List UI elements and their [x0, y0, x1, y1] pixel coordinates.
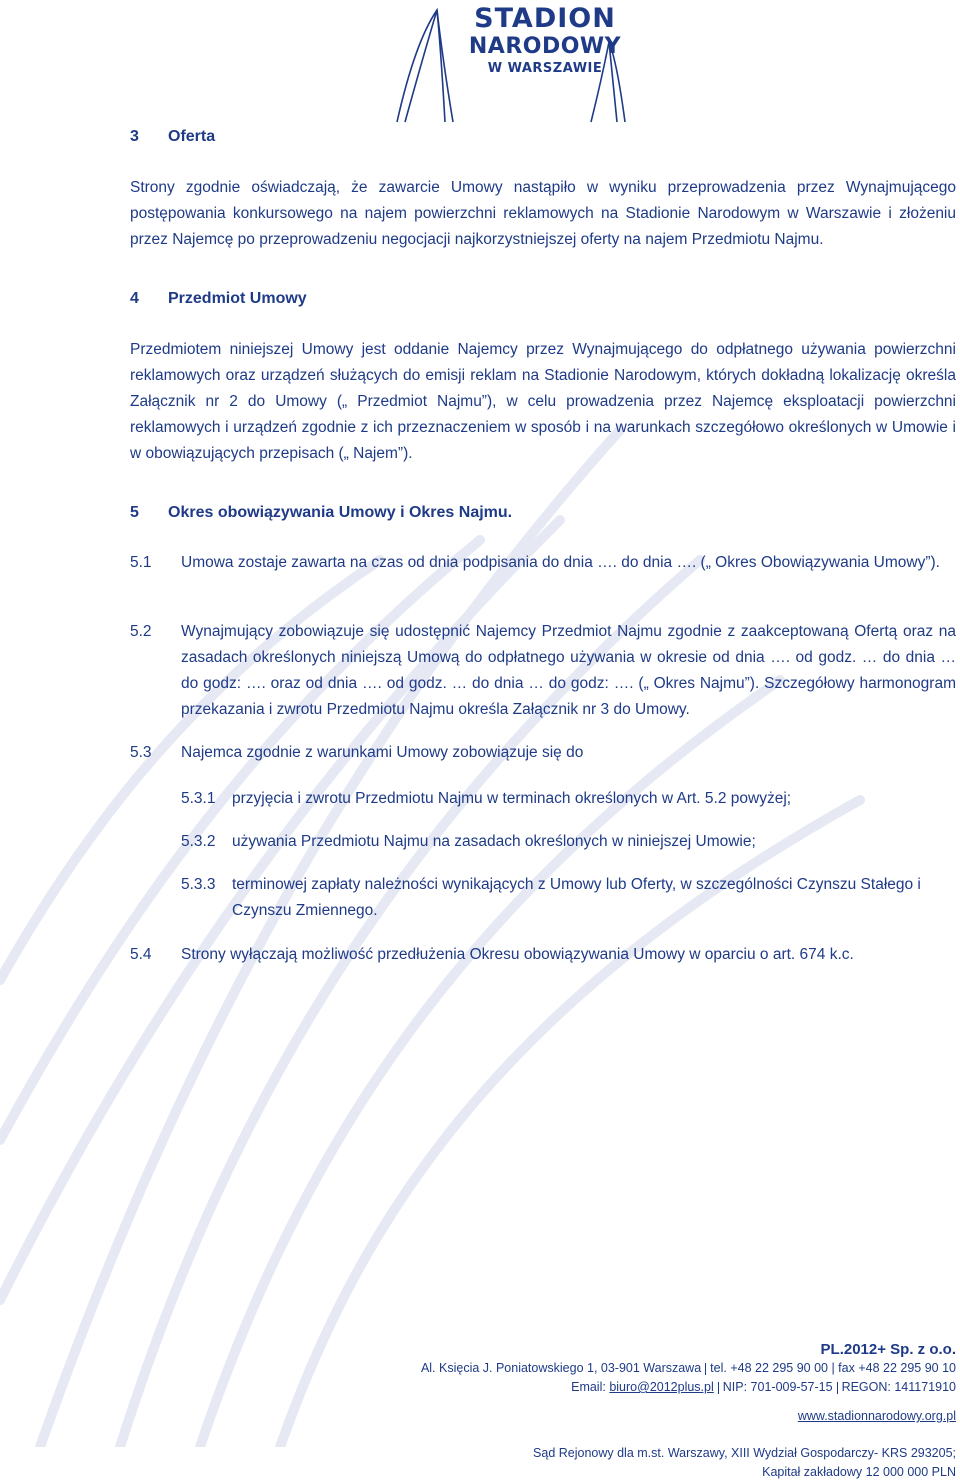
clause-5-1 [130, 550, 956, 576]
section-4-heading [130, 286, 307, 312]
logo-line-2: NARODOWY [468, 34, 622, 59]
clause-text: używania Przedmiotu Najmu na zasadach określonych w niniejszej Umowie; [232, 833, 756, 850]
section-3-heading [130, 124, 215, 150]
address-line [356, 1359, 956, 1378]
phone-fax: tel. +48 22 295 90 00 | fax +48 22 295 90 10 [710, 1361, 956, 1375]
clause-number: 5.4 [130, 946, 152, 963]
section-title: Okres obowiązywania Umowy i Okres Najmu. [168, 504, 513, 521]
website-link[interactable]: www.stadionnarodowy.org.pl [797, 1409, 956, 1423]
clause-number: 5.3.2 [181, 833, 216, 850]
clause-5-3 [130, 740, 956, 766]
section-4-text: Przedmiotem niniejszej Umowy jest oddanie Najemcy przez Wynajmującego do odpłatnego używania powierzchni reklamowych oraz urządzeń służących do emisji reklam na Stadionie Narodowym, których dokładną lokalizację określa Załącznik nr 2 do Umowy („ Przedmiot Najmu”), w celu prowadzenia przez Najemcę eksploatacji powierzchni reklamowych i urządzeń zgodnie z ich przeznaczeniem w sposób i na warunkach szczegółowo określonych w Umowie i w obowiązujących przepisach („ Najem”). [130, 341, 956, 462]
clause-5-2 [130, 619, 956, 723]
section-3-text: Strony zgodnie oświadczają, że zawarcie Umowy nastąpiło w wyniku przeprowadzenia przez Wynajmującego postępowania konkursowego na najem powierzchni reklamowych na Stadionie Narodowym w Warszawie i złożeniu przez Najemcę po przeprowadzeniu negocjacji najkorzystniejszej oferty na najem Przedmiotu Najmu. [130, 179, 956, 248]
clause-5-3-1 [181, 786, 956, 812]
email-link[interactable]: biuro@2012plus.pl [609, 1380, 714, 1394]
logo-line-3: W WARSZAWIE [487, 61, 603, 76]
email-label: Email: [571, 1380, 606, 1394]
clause-5-3-2 [181, 829, 956, 855]
stadion-narodowy-logo [395, 2, 635, 124]
share-capital: Kapitał zakładowy 12 000 000 PLN [762, 1465, 956, 1479]
logo-line-1: STADION [474, 3, 616, 34]
clause-number: 5.1 [130, 554, 152, 571]
court-registration: Sąd Rejonowy dla m.st. Warszawy, XIII Wydział Gospodarczy- KRS 293205; [533, 1446, 956, 1460]
section-5-heading [130, 500, 512, 526]
clause-text: Strony wyłączają możliwość przedłużenia Okresu obowiązywania Umowy w oparciu o art. 674 k.c. [181, 946, 854, 963]
clause-text: Najemca zgodnie z warunkami Umowy zobowiązuje się do [181, 744, 584, 761]
clause-text: Umowa zostaje zawarta na czas od dnia podpisania do dnia …. do dnia …. („ Okres Obowiązywania Umowy”). [181, 554, 940, 571]
section-number: 5 [130, 504, 139, 521]
clause-number: 5.3 [130, 744, 152, 761]
section-title: Oferta [168, 128, 216, 145]
clause-text: przyjęcia i zwrotu Przedmiotu Najmu w terminach określonych w Art. 5.2 powyżej; [232, 790, 792, 807]
clause-number: 5.3.1 [181, 790, 216, 807]
contact-line [356, 1378, 956, 1397]
address: Al. Księcia J. Poniatowskiego 1, 03-901 Warszawa [420, 1361, 702, 1375]
company-name: PL.2012+ Sp. z o.o. [820, 1341, 956, 1358]
regon: REGON: 141171910 [841, 1380, 956, 1394]
section-number: 4 [130, 290, 139, 307]
nip: NIP: 701-009-57-15 [722, 1380, 833, 1394]
clause-text: terminowej zapłaty należności wynikających z Umowy lub Oferty, w szczególności Czynszu Stałego i Czynszu Zmiennego. [232, 876, 921, 919]
clause-5-3-3 [181, 872, 956, 924]
section-number: 3 [130, 128, 139, 145]
clause-text: Wynajmujący zobowiązuje się udostępnić Najemcy Przedmiot Najmu zgodnie z zaakceptowaną Ofertą oraz na zasadach określonych niniejszą Umową do odpłatnego używania w okresie od dnia …. od godz. … do dnia … do godz: …. oraz od dnia …. od godz. … do dnia … do godz: …. („ Okres Najmu”). Szczegółowy harmonogram przekazania i zwrotu Przedmiotu Najmu określa Załącznik nr 3 do Umowy. [181, 623, 956, 718]
clause-number: 5.2 [130, 623, 152, 640]
letterhead-footer [356, 1340, 956, 1482]
clause-5-4 [130, 942, 956, 968]
section-title: Przedmiot Umowy [168, 290, 307, 307]
clause-number: 5.3.3 [181, 876, 216, 893]
